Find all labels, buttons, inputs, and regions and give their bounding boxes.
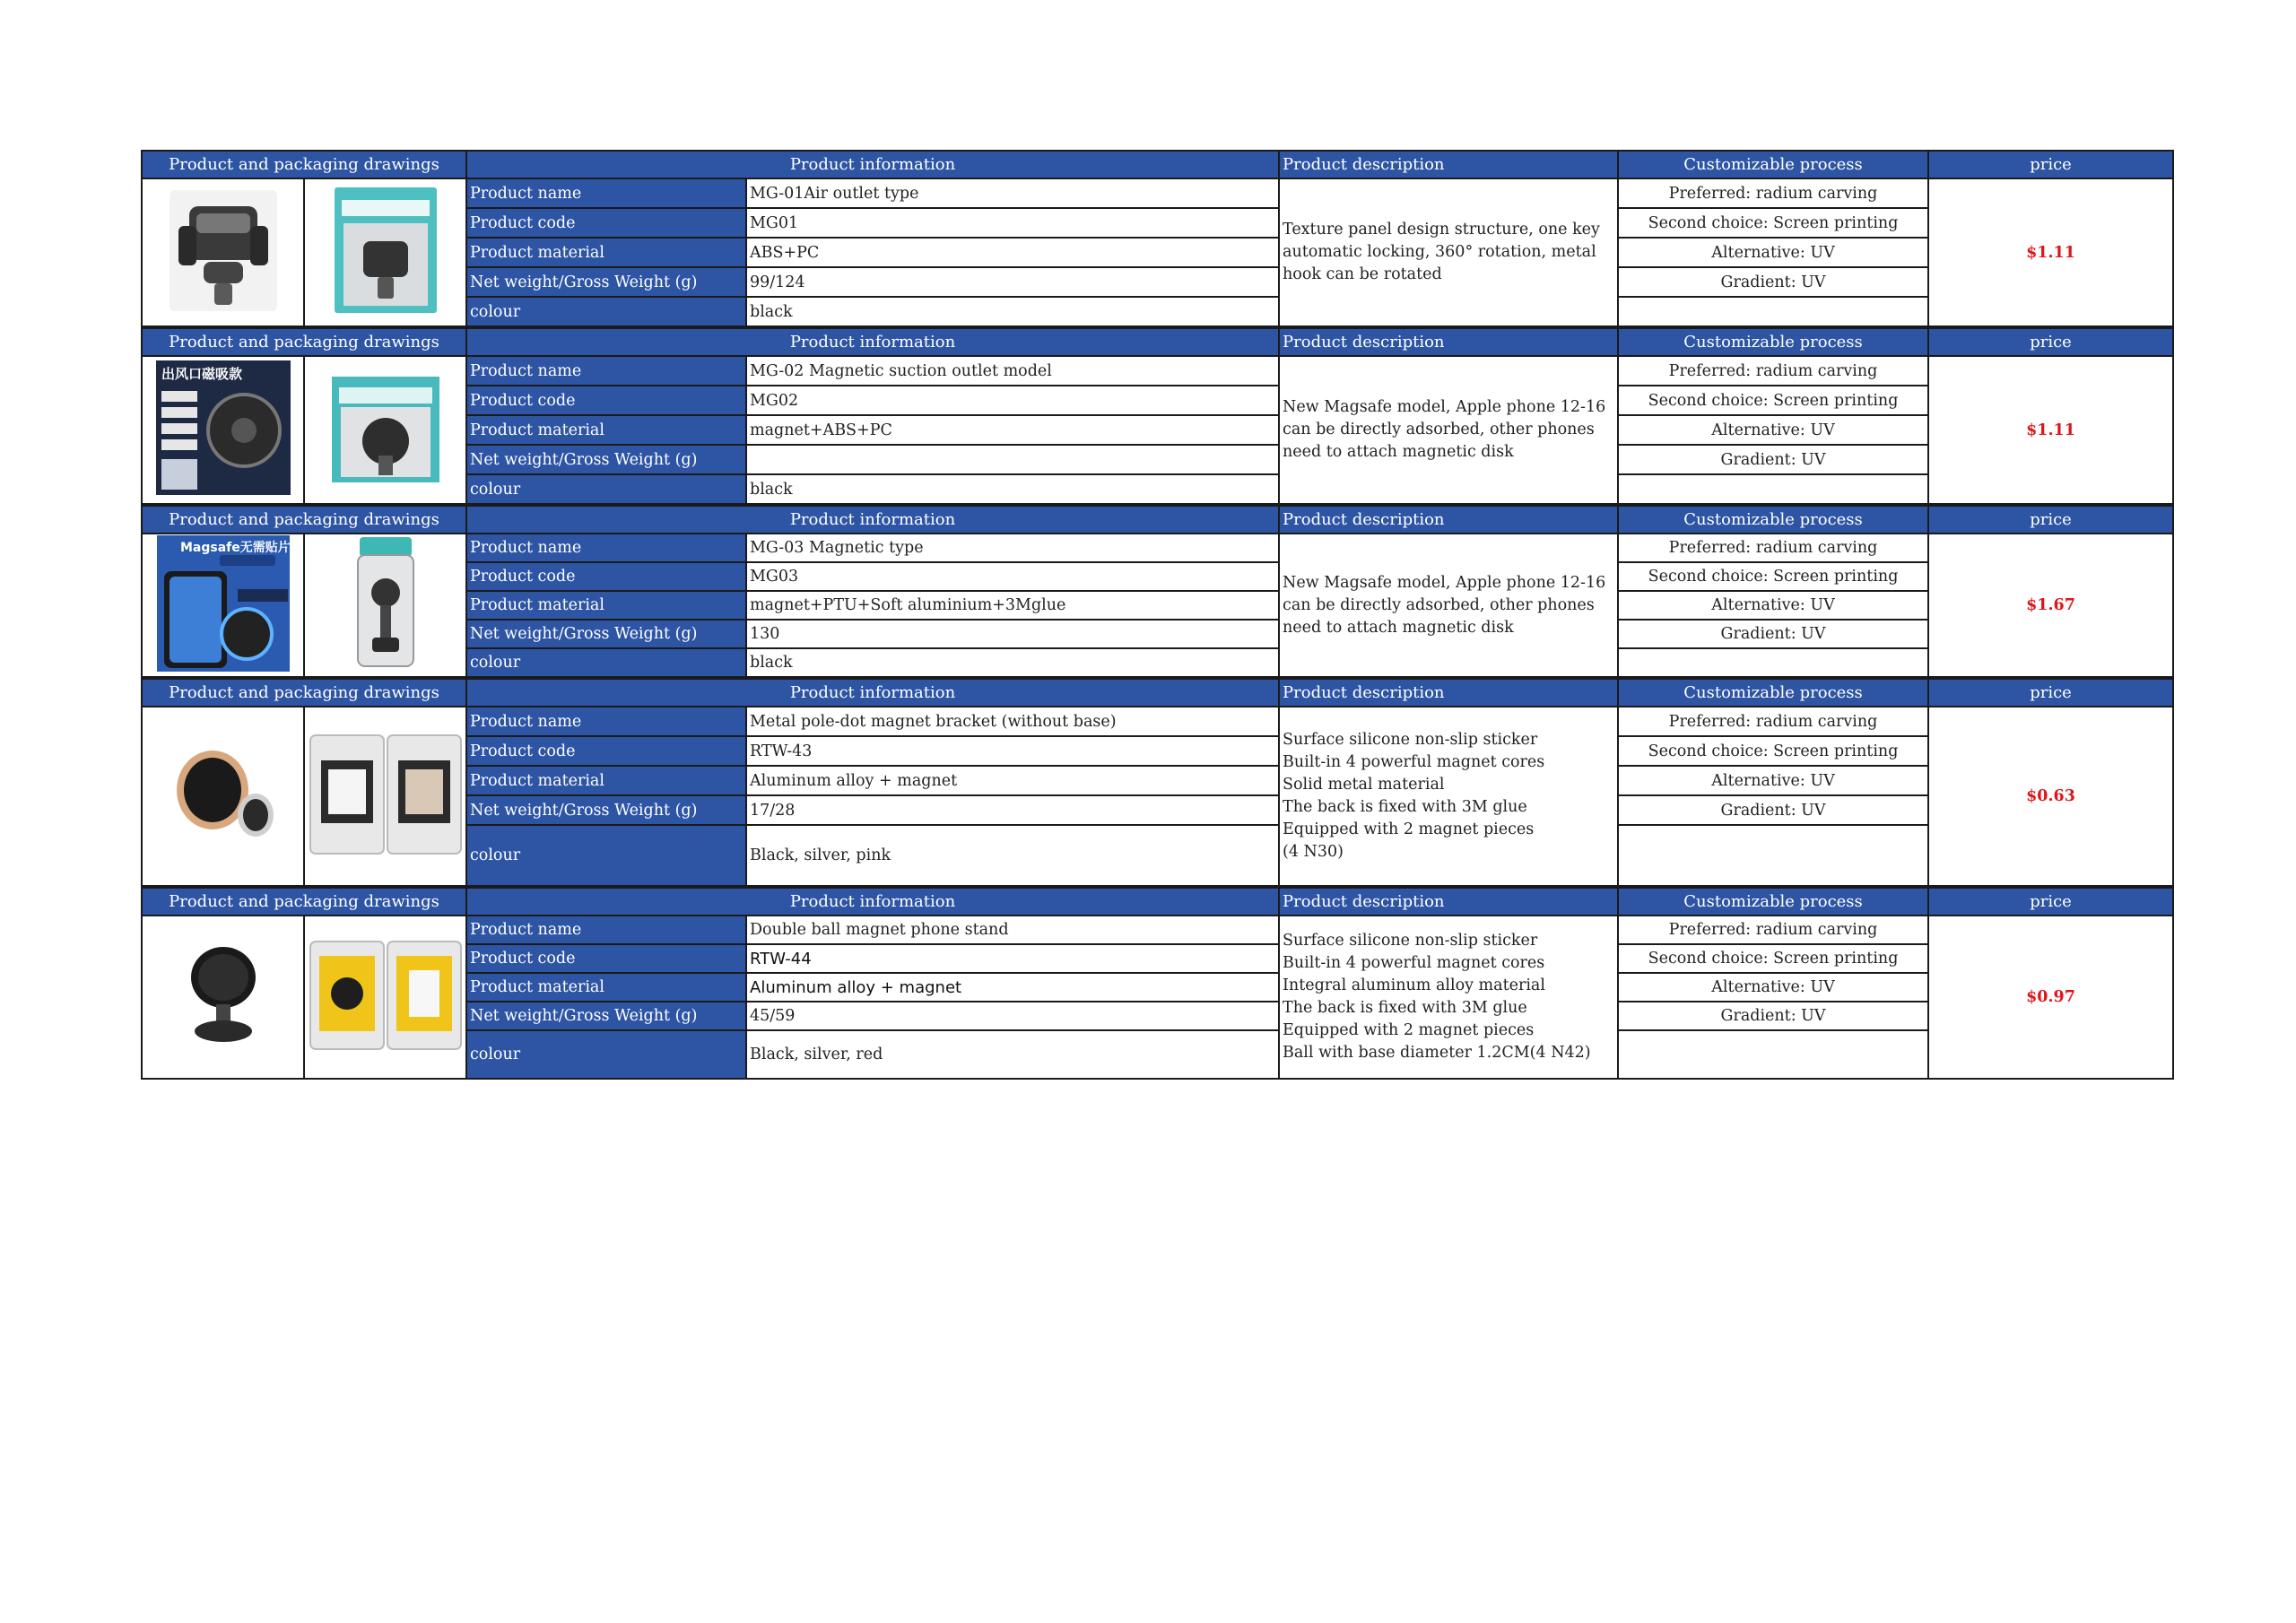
process-alternative: Alternative: UV bbox=[1618, 415, 1928, 445]
header-description: Product description bbox=[1279, 328, 1618, 356]
value-weight bbox=[746, 445, 1279, 474]
process-preferred: Preferred: radium carving bbox=[1618, 356, 1928, 386]
label-code: Product code bbox=[466, 386, 746, 415]
value-material: ABS+PC bbox=[746, 238, 1279, 267]
label-material: Product material bbox=[466, 415, 746, 445]
product-image bbox=[142, 178, 304, 326]
product-image bbox=[142, 916, 304, 1079]
header-process: Customizable process bbox=[1618, 328, 1928, 356]
value-code: RTW-44 bbox=[746, 944, 1279, 973]
value-colour: black bbox=[746, 474, 1279, 504]
product-image bbox=[142, 356, 304, 504]
process-empty bbox=[1618, 297, 1928, 326]
header-product-info: Product information bbox=[466, 888, 1279, 916]
magnetic-vent-holder-image bbox=[156, 360, 291, 499]
block-header-row bbox=[142, 679, 2173, 707]
process-empty bbox=[1618, 648, 1928, 677]
package-image bbox=[304, 534, 466, 677]
label-weight: Net weight/Gross Weight (g) bbox=[466, 267, 746, 297]
label-material: Product material bbox=[466, 766, 746, 795]
process-alternative: Alternative: UV bbox=[1618, 238, 1928, 267]
process-gradient: Gradient: UV bbox=[1618, 1002, 1928, 1030]
value-code: MG02 bbox=[746, 386, 1279, 415]
product-description bbox=[1279, 916, 1618, 1079]
value-name: Metal pole-dot magnet bracket (without base) bbox=[746, 707, 1279, 736]
product-price: $1.67 bbox=[1928, 534, 2173, 677]
product-description-text: Surface silicone non-slip sticker Built-in 4 powerful magnet cores Integral aluminum alloy material The back is fixed with 3M glue Equipped with 2 magnet pieces Ball with base diameter 1.2CM(4 N42) bbox=[1283, 932, 1591, 1062]
process-second: Second choice: Screen printing bbox=[1618, 944, 1928, 973]
package-image bbox=[304, 916, 466, 1079]
header-price: price bbox=[1928, 328, 2173, 356]
label-material: Product material bbox=[466, 973, 746, 1002]
value-code: MG03 bbox=[746, 562, 1279, 591]
mg01-box-image bbox=[331, 187, 440, 317]
product-block-mg01 bbox=[141, 150, 2174, 327]
process-preferred: Preferred: radium carving bbox=[1618, 534, 1928, 562]
double-ball-stand-image bbox=[173, 942, 274, 1054]
label-weight: Net weight/Gross Weight (g) bbox=[466, 1002, 746, 1030]
package-image bbox=[304, 707, 466, 886]
value-name: MG-02 Magnetic suction outlet model bbox=[746, 356, 1279, 386]
product-price-sheet bbox=[141, 150, 2172, 1088]
process-alternative: Alternative: UV bbox=[1618, 973, 1928, 1002]
header-description: Product description bbox=[1279, 151, 1618, 178]
label-name: Product name bbox=[466, 356, 746, 386]
package-image bbox=[304, 178, 466, 326]
header-price: price bbox=[1928, 888, 2173, 916]
header-product-info: Product information bbox=[466, 151, 1279, 178]
value-name: MG-03 Magnetic type bbox=[746, 534, 1279, 562]
value-weight: 17/28 bbox=[746, 795, 1279, 825]
product-block-rtw43 bbox=[141, 678, 2174, 887]
process-gradient: Gradient: UV bbox=[1618, 267, 1928, 297]
product-price: $1.11 bbox=[1928, 178, 2173, 326]
label-colour: colour bbox=[466, 1030, 746, 1079]
header-price: price bbox=[1928, 151, 2173, 178]
value-colour: Black, silver, pink bbox=[746, 825, 1279, 886]
product-block-mg03 bbox=[141, 505, 2174, 678]
header-product-info: Product information bbox=[466, 506, 1279, 534]
label-colour: colour bbox=[466, 825, 746, 886]
label-colour: colour bbox=[466, 648, 746, 677]
value-material: magnet+ABS+PC bbox=[746, 415, 1279, 445]
value-colour: black bbox=[746, 648, 1279, 677]
mg02-box-image bbox=[326, 369, 445, 490]
product-price: $0.63 bbox=[1928, 707, 2173, 886]
product-image bbox=[142, 707, 304, 886]
label-code: Product code bbox=[466, 944, 746, 973]
header-process: Customizable process bbox=[1618, 888, 1928, 916]
process-gradient: Gradient: UV bbox=[1618, 620, 1928, 648]
label-weight: Net weight/Gross Weight (g) bbox=[466, 620, 746, 648]
header-drawings: Product and packaging drawings bbox=[142, 151, 466, 178]
process-empty bbox=[1618, 825, 1928, 886]
value-weight: 45/59 bbox=[746, 1002, 1279, 1030]
value-material: Aluminum alloy + magnet bbox=[746, 973, 1279, 1002]
image-caption: Magsafe无需贴片 bbox=[179, 540, 290, 555]
process-alternative: Alternative: UV bbox=[1618, 591, 1928, 620]
process-second: Second choice: Screen printing bbox=[1618, 562, 1928, 591]
process-second: Second choice: Screen printing bbox=[1618, 386, 1928, 415]
rtw44-packages-image bbox=[309, 940, 463, 1055]
process-gradient: Gradient: UV bbox=[1618, 445, 1928, 474]
value-name: Double ball magnet phone stand bbox=[746, 916, 1279, 944]
header-drawings: Product and packaging drawings bbox=[142, 328, 466, 356]
header-price: price bbox=[1928, 506, 2173, 534]
label-weight: Net weight/Gross Weight (g) bbox=[466, 445, 746, 474]
label-colour: colour bbox=[466, 297, 746, 326]
product-description: New Magsafe model, Apple phone 12-16 can be directly adsorbed, other phones need to attach magnetic disk bbox=[1279, 534, 1618, 677]
package-image bbox=[304, 356, 466, 504]
pole-dot-magnet-image bbox=[166, 745, 281, 848]
air-vent-holder-image bbox=[170, 190, 277, 316]
label-material: Product material bbox=[466, 238, 746, 267]
header-process: Customizable process bbox=[1618, 506, 1928, 534]
header-description: Product description bbox=[1279, 679, 1618, 707]
label-code: Product code bbox=[466, 736, 746, 766]
product-block-rtw44 bbox=[141, 887, 2174, 1080]
product-description: Texture panel design structure, one key automatic locking, 360° rotation, metal hook can be rotated bbox=[1279, 178, 1618, 326]
process-empty bbox=[1618, 474, 1928, 504]
value-colour: black bbox=[746, 297, 1279, 326]
header-drawings: Product and packaging drawings bbox=[142, 506, 466, 534]
process-gradient: Gradient: UV bbox=[1618, 795, 1928, 825]
block-header-row bbox=[142, 328, 2173, 356]
process-preferred: Preferred: radium carving bbox=[1618, 916, 1928, 944]
product-description: New Magsafe model, Apple phone 12-16 can be directly adsorbed, other phones need to attach magnetic disk bbox=[1279, 356, 1618, 504]
value-code: RTW-43 bbox=[746, 736, 1279, 766]
process-second: Second choice: Screen printing bbox=[1618, 208, 1928, 238]
label-name: Product name bbox=[466, 178, 746, 208]
block-header-row bbox=[142, 888, 2173, 916]
value-material: magnet+PTU+Soft aluminium+3Mglue bbox=[746, 591, 1279, 620]
header-process: Customizable process bbox=[1618, 679, 1928, 707]
process-alternative: Alternative: UV bbox=[1618, 766, 1928, 795]
process-empty bbox=[1618, 1030, 1928, 1079]
header-product-info: Product information bbox=[466, 679, 1279, 707]
product-price: $1.11 bbox=[1928, 356, 2173, 504]
value-name: MG-01Air outlet type bbox=[746, 178, 1279, 208]
magsafe-holder-image bbox=[157, 535, 290, 676]
header-drawings: Product and packaging drawings bbox=[142, 679, 466, 707]
header-price: price bbox=[1928, 679, 2173, 707]
product-block-mg02 bbox=[141, 327, 2174, 505]
value-colour: Black, silver, red bbox=[746, 1030, 1279, 1079]
header-process: Customizable process bbox=[1618, 151, 1928, 178]
process-preferred: Preferred: radium carving bbox=[1618, 178, 1928, 208]
label-material: Product material bbox=[466, 591, 746, 620]
label-code: Product code bbox=[466, 562, 746, 591]
rtw43-packages-image bbox=[309, 733, 463, 860]
label-colour: colour bbox=[466, 474, 746, 504]
image-caption: 出风口磁吸款 bbox=[161, 366, 242, 382]
process-second: Second choice: Screen printing bbox=[1618, 736, 1928, 766]
product-image bbox=[142, 534, 304, 677]
header-description: Product description bbox=[1279, 506, 1618, 534]
product-description bbox=[1279, 707, 1618, 886]
header-description: Product description bbox=[1279, 888, 1618, 916]
value-code: MG01 bbox=[746, 208, 1279, 238]
mg03-box-image bbox=[354, 537, 417, 674]
header-drawings: Product and packaging drawings bbox=[142, 888, 466, 916]
label-weight: Net weight/Gross Weight (g) bbox=[466, 795, 746, 825]
value-weight: 130 bbox=[746, 620, 1279, 648]
label-code: Product code bbox=[466, 208, 746, 238]
block-header-row bbox=[142, 506, 2173, 534]
value-material: Aluminum alloy + magnet bbox=[746, 766, 1279, 795]
block-header-row bbox=[142, 151, 2173, 178]
label-name: Product name bbox=[466, 707, 746, 736]
value-weight: 99/124 bbox=[746, 267, 1279, 297]
label-name: Product name bbox=[466, 916, 746, 944]
label-name: Product name bbox=[466, 534, 746, 562]
header-product-info: Product information bbox=[466, 328, 1279, 356]
process-preferred: Preferred: radium carving bbox=[1618, 707, 1928, 736]
product-price: $0.97 bbox=[1928, 916, 2173, 1079]
product-description-text: Surface silicone non-slip sticker Built-in 4 powerful magnet cores Solid metal material The back is fixed with 3M glue Equipped with 2 magnet pieces (4 N30) bbox=[1283, 731, 1545, 861]
